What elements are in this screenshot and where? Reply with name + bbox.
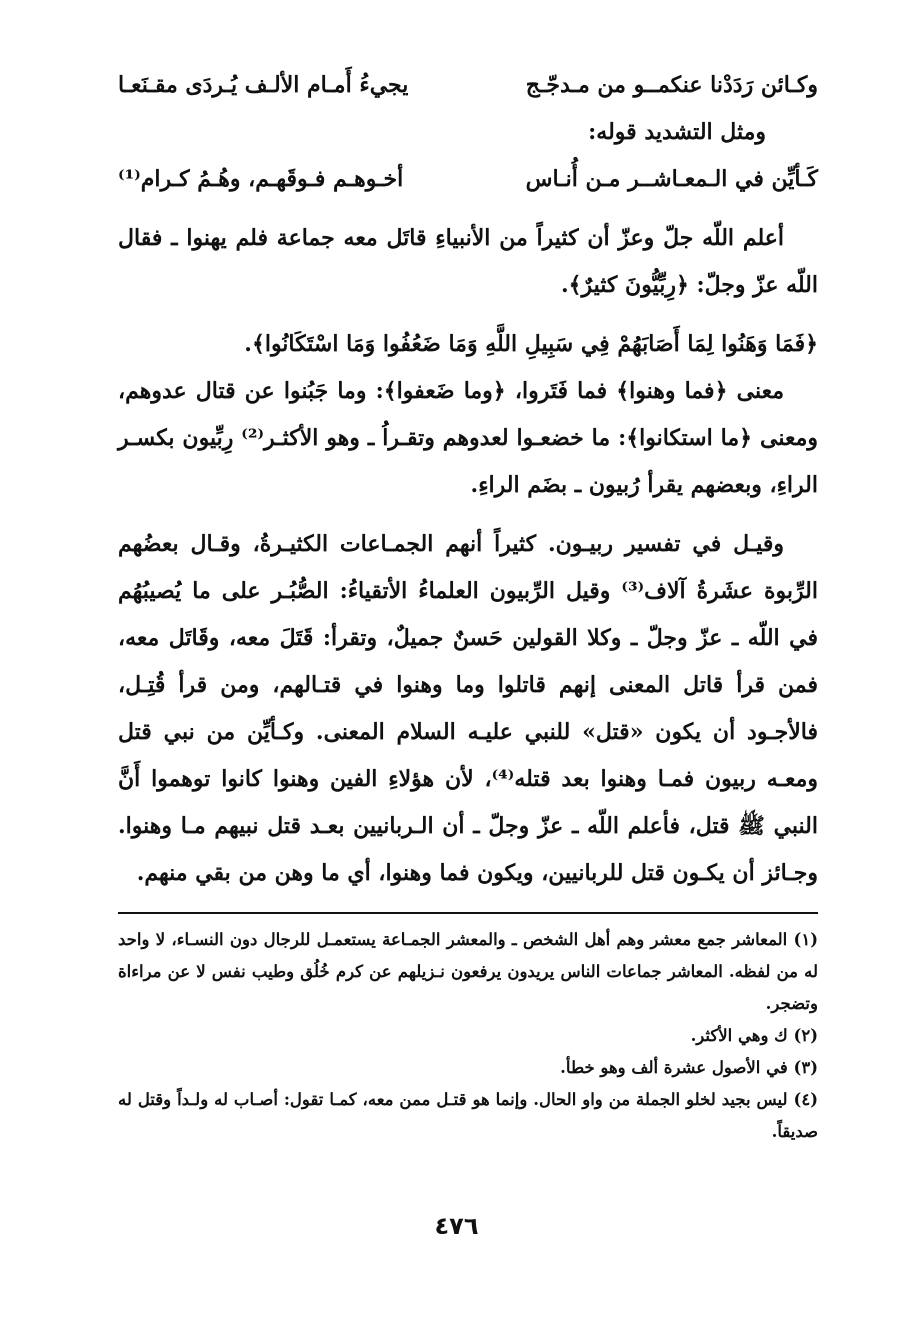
paragraph-2: معنى ﴿فما وهنوا﴾ فما فَتَروا، ﴿وما ضَعفوا﴾: وما جَبُنوا عن قتال عدوهم، ومعنى ﴿ما استكانوا﴾: ما خضعـوا لعدوهم وتقـراُ ـ وهو الأكثـر⁽²⁾ رِبِّيون بكسـر الراءِ، وبعضهم يقرأ رُبيون ـ بضَم الراءِ. [118, 378, 818, 498]
quran-verse: ﴿فَمَا وَهَنُوا لِمَا أَصَابَهُمْ فِي سَبِيلِ اللَّهِ وَمَا ضَعُفُوا وَمَا اسْتَكَانُوا﴾. [244, 331, 818, 357]
footnote-2: (٢) ك وهي الأكثر. [690, 1026, 818, 1045]
poem-line-2-first-hemistich: كَـأيِّن في الـمعـاشــر مـن أُنـاس [525, 166, 818, 192]
poem-line-2-second-hemistich: أخـوهـم فـوقَهـم، وهُـمُ كـرام⁽¹⁾ [118, 166, 404, 192]
poem-line-2 [118, 156, 818, 203]
footnote-4: (٤) ليس بجيد لخلو الجملة من واو الحال. وإنما هو قتـل ممن معه، كمـا تقول: أصـاب له ولـداً وقتل له صديقاً. [118, 1090, 818, 1141]
footnotes [118, 924, 818, 1148]
footnote-1: (١) المعاشر جمع معشر وهم أهل الشخص ـ والمعشر الجمـاعة يستعمـل للرجال دون النسـاء، لا واحد له من لفظه. المعاشر جماعات الناس يريدون يرفعون نـزيلهم عن كرم خُلُق وطيب نفس لا عن مراءاة وتضجر. [118, 930, 818, 1013]
poem-line-1-second-hemistich: يجيءُ أَمـام الألـف يُـردَى مقـنَعـا [118, 72, 409, 98]
footnote-3: (٣) في الأصول عشرة ألف وهو خطأ. [560, 1058, 818, 1077]
paragraph-3: وقيـل في تفسير ربيـون. كثيراً أنهم الجمـاعات الكثيـرةُ، وقـال بعضُهم الرِّبوة عشَرةُ آلاف⁽³⁾ وقيل الرِّبيون العلماءُ الأتقياءُ: الصُّبُـر على ما يُصيبُهُم في اللّه ـ عزّ وجلّ ـ وكلا القولين حَسنٌ جميلٌ، وتقرأ: قَتَلَ معه، وقَاتَل معه، فمن قرأ قاتل المعنى إنهم قاتلوا وما وهنوا في قتـالهم، ومن قرأ قُتِـل، فالأجـود أن يكون «قتل» للنبي عليـه السلام المعنى. وكـأيِّن من نبي قتل ومعـه ربيون فمـا وهنوا بعد قتله⁽⁴⁾، لأن هؤلاءِ الفين وهنوا كانوا توهموا أَنَّ النبي ﷺ قتل، فأعلم اللّه ـ عزّ وجلّ ـ أن الـربانيين بعـد قتل نبيهم مـا وهنوا. وجـائز أن يكـون قتل للربانيين، ويكون فما وهنوا، أي ما وهن من بقي منهم. [118, 531, 818, 886]
footnote-divider [118, 912, 818, 914]
paragraph-1: أعلم اللّه جلّ وعزّ أن كثيراً من الأنبياءِ قاتَل معه جماعة فلم يهنوا ـ فقال اللّه عزّ وجلّ: ﴿رِبِّيُّونَ كثيرٌ﴾. [118, 225, 818, 298]
main-text [118, 62, 818, 897]
poem-line-1-first-hemistich: وكـائن رَدَدْنا عنكمــو من مـدجّـج [525, 72, 818, 98]
intro-line: ومثل التشديد قوله: [588, 119, 766, 145]
poem-line-1 [118, 62, 818, 109]
page-number: ٤٧٦ [434, 1212, 479, 1240]
